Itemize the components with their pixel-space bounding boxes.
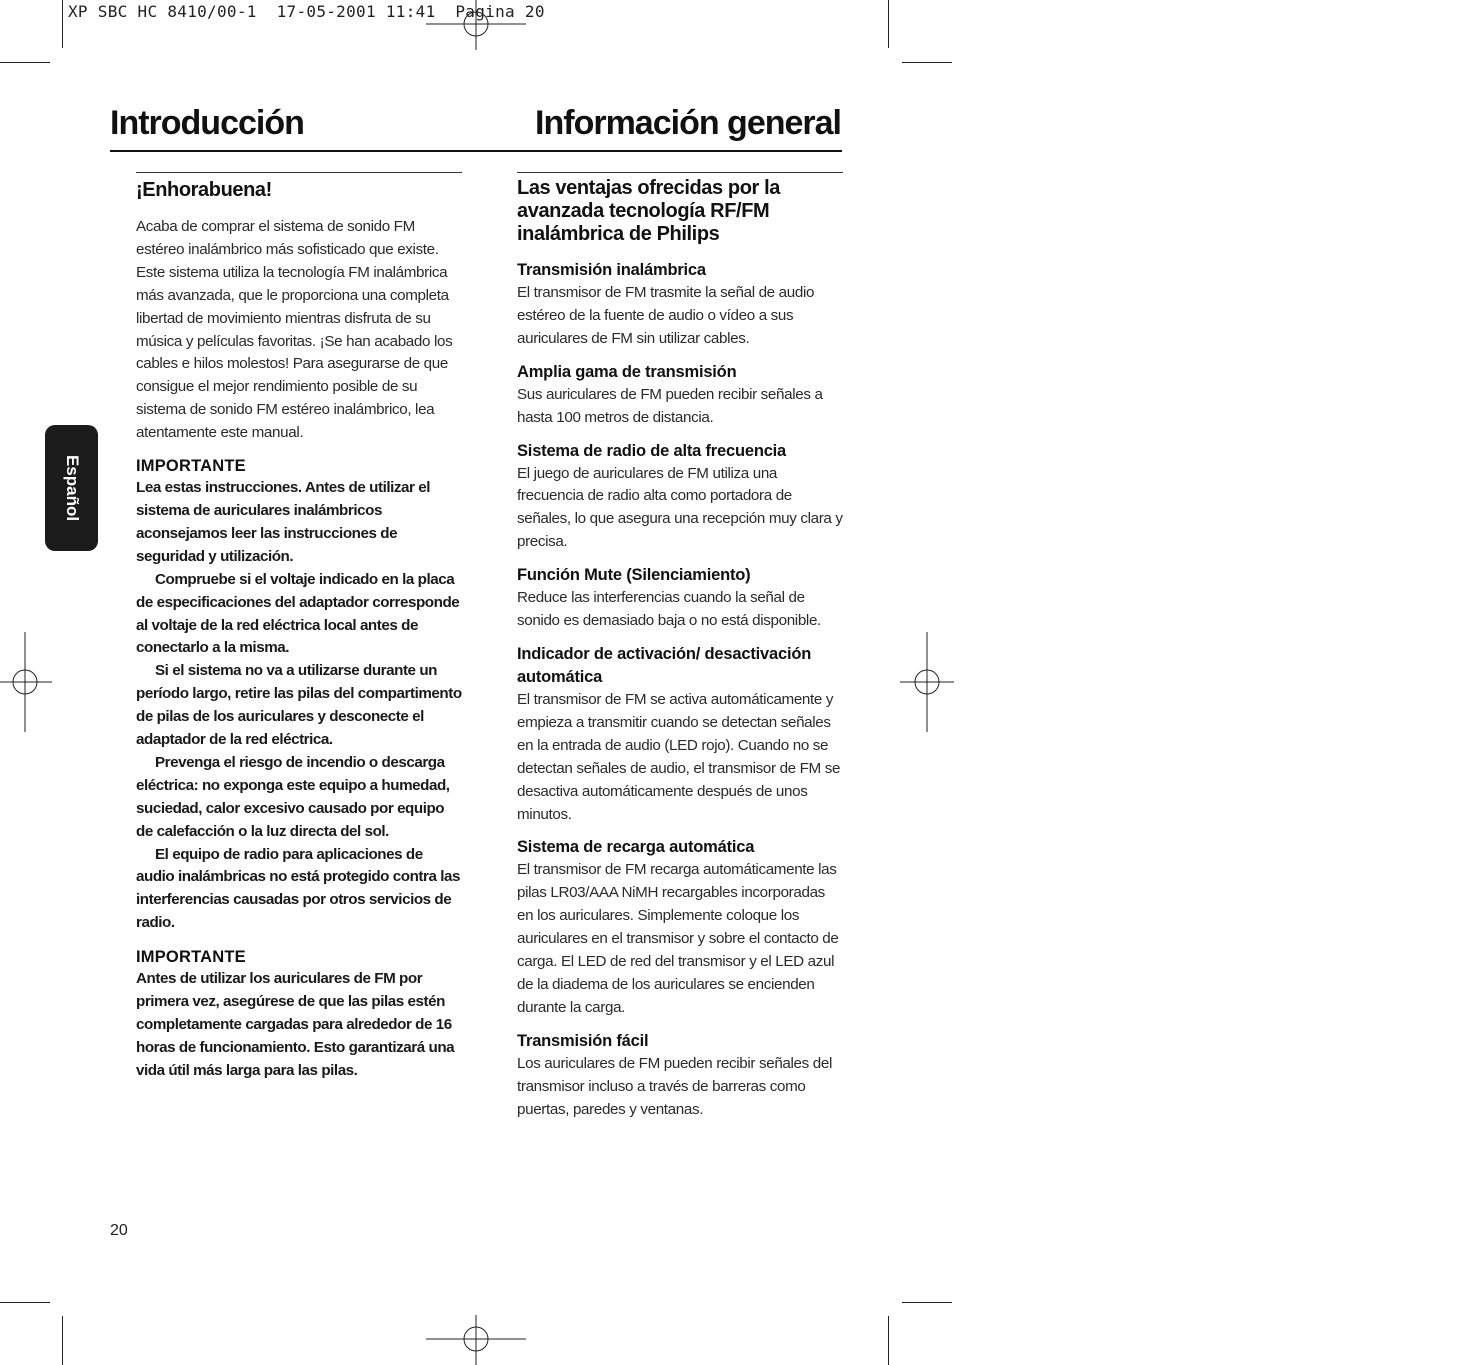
registration-mark-bottom bbox=[426, 1315, 526, 1365]
feature-text: Sus auriculares de FM pueden recibir señales a hasta 100 metros de distancia. bbox=[517, 385, 823, 426]
feature-text: El transmisor de FM se activa automáticamente y empieza a transmitir cuando se detectan señales en la entrada de audio (LED rojo). Cuando no se detectan señales de audio, el transmisor de FM se desactiva automáticamente después de unos minutos. bbox=[517, 690, 841, 823]
congrats-heading: ¡Enhorabuena! bbox=[136, 179, 272, 201]
column-rule bbox=[136, 172, 462, 173]
registration-mark-top bbox=[426, 0, 526, 50]
page-number: 20 bbox=[110, 1222, 128, 1239]
important-paragraph: Compruebe si el voltaje indicado en la placa de especificaciones del adaptador corresponde al voltaje de la red eléctrica local antes de conectarlo a la misma. bbox=[136, 570, 460, 657]
feature-text: El transmisor de FM recarga automáticamente las pilas LR03/AAA NiMH recargables incorporadas en los auriculares. Simplemente coloque los auriculares en el transmisor y sobre el contacto de carga. El LED de red del transmisor y el LED azul de la diadema de los auriculares se encienden durante la carga. bbox=[517, 861, 839, 1016]
important-heading-1: IMPORTANTE bbox=[136, 457, 246, 476]
crop-mark-top-right-h bbox=[902, 62, 952, 63]
feature-text: Los auriculares de FM pueden recibir señales del transmisor incluso a través de barreras como puertas, paredes y ventanas. bbox=[517, 1054, 832, 1118]
important-paragraph: Lea estas instrucciones. Antes de utilizar el sistema de auriculares inalámbricos aconsejamos leer las instrucciones de seguridad y utilización. bbox=[136, 479, 431, 565]
feature-heading: Sistema de recarga automática bbox=[517, 838, 755, 857]
crop-mark-bottom-left-v bbox=[62, 1316, 63, 1365]
important-paragraph: El equipo de radio para aplicaciones de audio inalámbricas no está protegido contra las interferencias causadas por otros servicios de radio. bbox=[136, 845, 461, 932]
crop-mark-bottom-left-h bbox=[0, 1302, 50, 1303]
battery-warning-paragraph: Antes de utilizar los auriculares de FM por primera vez, asegúrese de que las pilas estén completamente cargadas para alrededor de 16 horas de funcionamiento. Esto garantizará una vida útil más larga para las pilas. bbox=[136, 970, 455, 1079]
feature-text: Reduce las interferencias cuando la señal de sonido es demasiado baja o no está disponible. bbox=[517, 589, 821, 630]
crop-mark-top-right-v bbox=[888, 0, 889, 48]
important-paragraph: Si el sistema no va a utilizarse durante un período largo, retire las pilas del compartimento de pilas de los auriculares y desconecte el adaptador de la red eléctrica. bbox=[136, 662, 462, 749]
feature-text: El juego de auriculares de FM utiliza una frecuencia de radio alta como portadora de señales, lo que asegura una recepción muy clara y precisa. bbox=[517, 464, 843, 551]
column-rule bbox=[517, 172, 843, 173]
right-column bbox=[517, 172, 843, 1121]
section-title-informacion-general: Información general bbox=[535, 104, 841, 142]
section-title-introduccion: Introducción bbox=[110, 104, 304, 142]
crop-mark-top-left-h bbox=[0, 62, 50, 63]
language-tab bbox=[45, 425, 98, 551]
important-heading-2: IMPORTANTE bbox=[136, 948, 246, 967]
feature-heading: Sistema de radio de alta frecuencia bbox=[517, 441, 787, 460]
left-column bbox=[136, 172, 462, 1083]
registration-mark-left bbox=[0, 632, 52, 732]
important-paragraph: Prevenga el riesgo de incendio o descarga eléctrica: no exponga este equipo a humedad, suciedad, calor excesivo causado por equipo de calefacción o la luz directa del sol. bbox=[136, 753, 450, 840]
crop-mark-top-left-v bbox=[62, 0, 63, 48]
print-slug: XP SBC HC 8410/00-1 17-05-2001 11:41 Pagina 20 bbox=[68, 2, 545, 21]
feature-heading: Transmisión fácil bbox=[517, 1031, 649, 1050]
feature-heading: Indicador de activación/ desactivación automática bbox=[517, 644, 812, 686]
feature-heading: Función Mute (Silenciamiento) bbox=[517, 566, 751, 585]
feature-text: El transmisor de FM trasmite la señal de audio estéreo de la fuente de audio o vídeo a sus auriculares de FM sin utilizar cables. bbox=[517, 284, 815, 347]
feature-heading: Amplia gama de transmisión bbox=[517, 362, 737, 381]
header-rule bbox=[110, 150, 842, 152]
crop-mark-bottom-right-h bbox=[902, 1302, 952, 1303]
registration-mark-right bbox=[900, 632, 954, 732]
advantages-heading: Las ventajas ofrecidas por la avanzada tecnología RF/FM inalámbrica de Philips bbox=[517, 177, 780, 245]
feature-heading: Transmisión inalámbrica bbox=[517, 261, 706, 279]
intro-paragraph: Acaba de comprar el sistema de sonido FM estéreo inalámbrico más sofisticado que existe. Este sistema utiliza la tecnología FM inalámbrica más avanzada, que le proporciona una completa libertad de movimiento mientras disfruta de su música y películas favoritas. ¡Se han acabado los cables e hilos molestos! Para asegurarse de que consigue el mejor rendimiento posible de su sistema de sonido FM estéreo inalámbrico, lea atentamente este manual. bbox=[136, 218, 453, 442]
crop-mark-bottom-right-v bbox=[888, 1316, 889, 1365]
language-tab-label: Español bbox=[62, 454, 82, 522]
